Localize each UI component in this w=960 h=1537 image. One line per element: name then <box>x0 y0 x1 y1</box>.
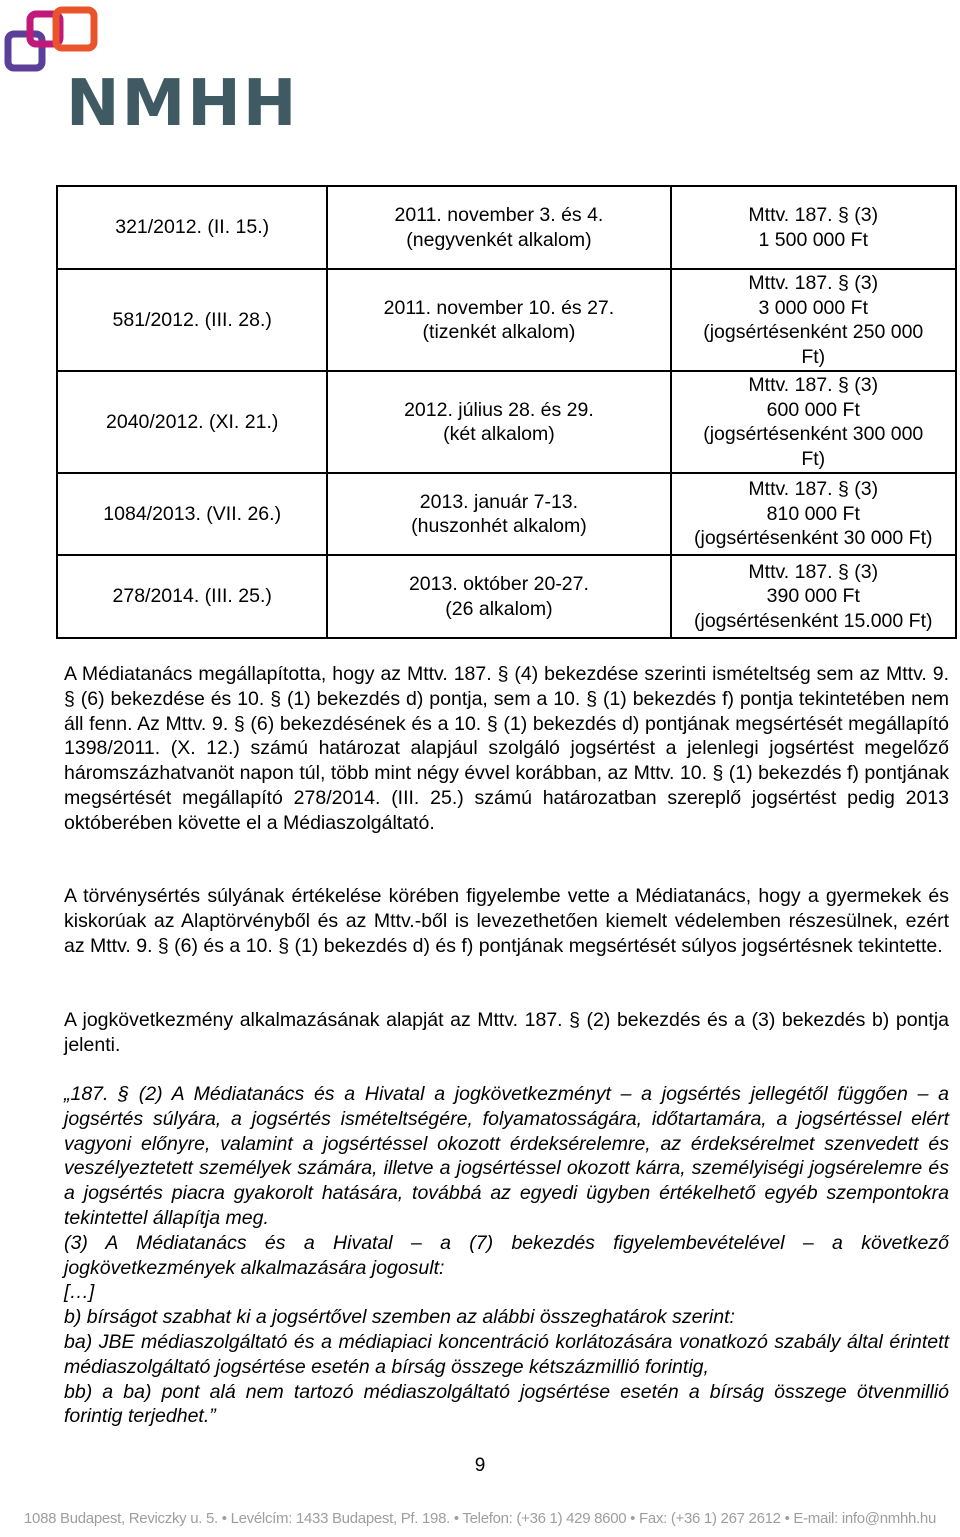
decision-cell: 1084/2013. (VII. 26.) <box>57 473 327 555</box>
quote-paragraph-2: „187. § (2) A Médiatanács és a Hivatal a jogkövetkezményt – a jogsértés jellegétől függően – a jogsértés súlyára, a jogsértés ismételtségére, folyamatosságára, időtartamára, a jogsértéssel elért vagyoni előnyre, valamint a jogsértéssel okozott érdeksérelemre, az érdeksérelmet szenvedett és veszélyeztetett személyek számára, illetve a jogsértéssel okozott kárra, személyiségi jogsérelemre és a jogsértés piacra gyakorolt hatására, továbbá az egyedi ügyben értékelhető egyéb szempontokra tekintettel állapítja meg. <box>64 1083 949 1229</box>
decisions-table <box>56 185 957 639</box>
date-cell: 2013. október 20-27. (26 alkalom) <box>327 555 670 638</box>
paragraph-legal-basis: A jogkövetkezmény alkalmazásának alapját az Mttv. 187. § (2) bekezdés és a (3) bekezdés b) pontja jelenti. <box>64 1009 949 1056</box>
footer-contact: 1088 Budapest, Reviczky u. 5. • Levélcím: 1433 Budapest, Pf. 198. • Telefon: (+36 1) 429 8600 • Fax: (+36 1) 267 2612 • E-mail: info@nmhh.hu <box>23 1510 937 1527</box>
quote-ellipsis: […] <box>64 1281 95 1304</box>
sanction-cell: Mttv. 187. § (3) 600 000 Ft (jogsértésenként 300 000 Ft) <box>671 371 957 473</box>
logo-text: NMHH <box>66 67 299 141</box>
sanction-cell: Mttv. 187. § (3) 390 000 Ft (jogsértésenként 15.000 Ft) <box>671 555 957 638</box>
decision-cell: 581/2012. (III. 28.) <box>57 269 327 371</box>
sanction-cell: Mttv. 187. § (3) 1 500 000 Ft <box>671 186 957 269</box>
decision-cell: 321/2012. (II. 15.) <box>57 186 327 269</box>
date-cell: 2013. január 7-13. (huszonhét alkalom) <box>327 473 670 555</box>
date-cell: 2011. november 3. és 4. (negyvenkét alkalom) <box>327 186 670 269</box>
quote-point-bb: bb) a ba) pont alá nem tartozó médiaszolgáltató jogsértése esetén a bírság összege ötvenmillió forintig terjedhet.” <box>64 1380 949 1428</box>
date-cell: 2011. november 10. és 27. (tizenkét alkalom) <box>327 269 670 371</box>
sanction-cell: Mttv. 187. § (3) 3 000 000 Ft (jogsértésenként 250 000 Ft) <box>671 269 957 371</box>
table-row <box>57 555 956 638</box>
decision-cell: 278/2014. (III. 25.) <box>57 555 327 638</box>
table-row <box>57 269 956 371</box>
paragraph-severity: A törvénysértés súlyának értékelése körében figyelembe vette a Médiatanács, hogy a gyermekek és kiskorúak az Alaptörvényből és az Mttv.-ből is levezethetően kiemelt védelemben részesülnek, ezért az Mttv. 9. § (6) és a 10. § (1) bekezdés d) és f) pontjának megsértését súlyos jogsértésnek tekintette. <box>64 885 949 957</box>
paragraph-repetition: A Médiatanács megállapította, hogy az Mttv. 187. § (4) bekezdése szerinti ismételtség sem az Mttv. 9. § (6) bekezdése és 10. § (1) bekezdés d) pontja, sem a 10. § (1) bekezdés f) pontja tekintetében nem áll fenn. Az Mttv. 9. § (6) bekezdésének és a 10. § (1) bekezdés d) pontjának megsértését megállapító 1398/2011. (X. 12.) számú határozat alapjául szolgáló jogsértést a jelenlegi jogsértést megelőző háromszázhatvanöt napon túl, több mint négy évvel korábban, az Mttv. 10. § (1) bekezdés f) pontjának megsértését megállapító 278/2014. (III. 25.) számú határozatban szereplő jogsértést pedig 2013 októberében követte el a Médiaszolgáltató. <box>64 663 949 834</box>
quote-point-b: b) bírságot szabhat ki a jogsértővel szemben az alábbi összeghatárok szerint: <box>64 1306 735 1329</box>
quote-point-ba: ba) JBE médiaszolgáltató és a médiapiaci koncentráció korlátozására vonatkozó szabály által érintett médiaszolgáltató jogsértése esetén a bírság összege kétszázmillió forintig, <box>64 1330 949 1378</box>
table-row <box>57 186 956 269</box>
nmhh-logo <box>0 0 299 141</box>
table-row <box>57 473 956 555</box>
sanction-cell: Mttv. 187. § (3) 810 000 Ft (jogsértésenként 30 000 Ft) <box>671 473 957 555</box>
quote-paragraph-3: (3) A Médiatanács és a Hivatal – a (7) bekezdés figyelembevételével – a következő jogkövetkezmények alkalmazására jogosult: <box>64 1231 949 1279</box>
table-row <box>57 371 956 473</box>
decision-cell: 2040/2012. (XI. 21.) <box>57 371 327 473</box>
date-cell: 2012. július 28. és 29. (két alkalom) <box>327 371 670 473</box>
law-quote <box>64 1082 949 1429</box>
page-number: 9 <box>474 1455 486 1476</box>
